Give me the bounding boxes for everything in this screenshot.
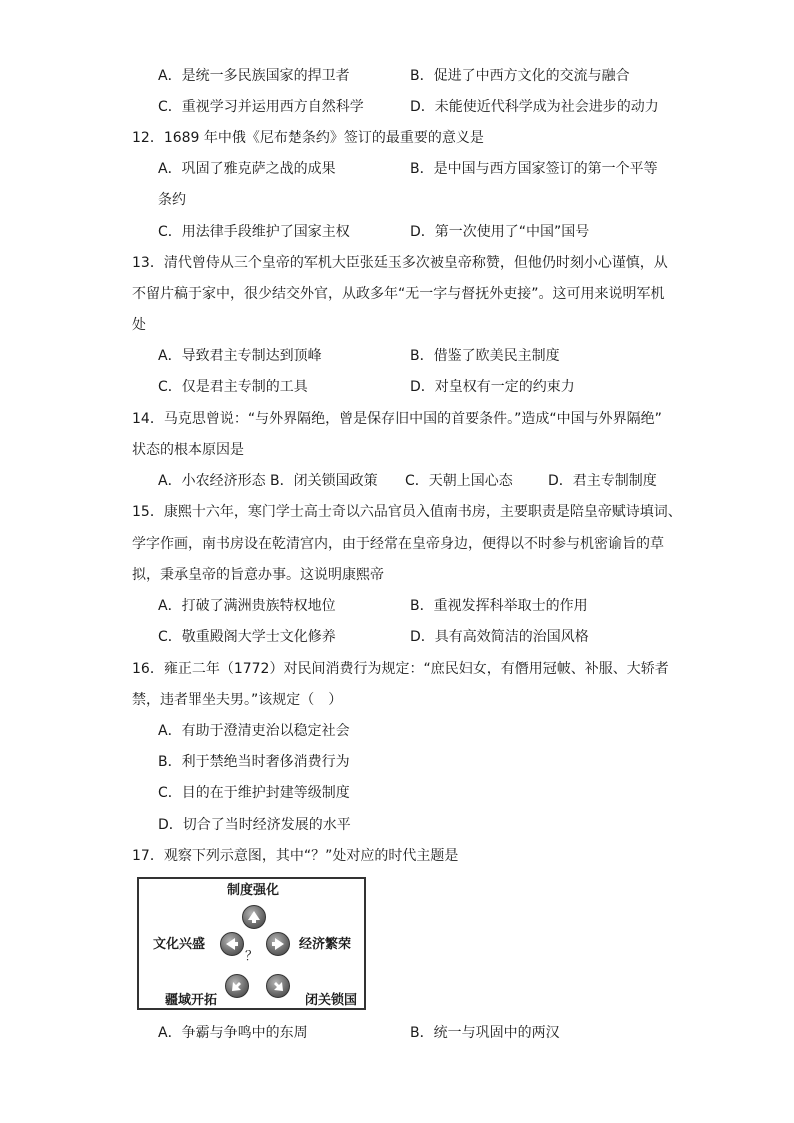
q14-option-a-b: A．小农经济形态 B．闭关锁国政策 (158, 473, 378, 489)
arrow-right-circle-icon (266, 932, 290, 956)
diagram-label-bottom-left: 疆域开拓 (165, 993, 218, 1008)
q13-option-d: D．对皇权有一定的约束力 (410, 379, 575, 395)
q12-stem: 12．1689 年中俄《尼布楚条约》签订的最重要的意义是 (132, 130, 484, 146)
diagram-label-left: 文化兴盛 (153, 937, 206, 952)
q16-stem-line1: 16．雍正二年（1772）对民间消费行为规定：“庶民妇女，有僭用冠帔、补服、大轿者 (132, 661, 669, 677)
q12-option-c: C．用法律手段维护了国家主权 (158, 224, 350, 240)
q15-stem-line1: 15．康熙十六年，寒门学士高士奇以六品官员入值南书房，主要职责是陪皇帝赋诗填词、 (132, 504, 682, 520)
q15-option-d: D．具有高效简洁的治国风格 (410, 629, 589, 645)
q11-option-c: C．重视学习并运用西方自然科学 (158, 99, 364, 115)
q14-stem-line1: 14．马克思曾说：“与外界隔绝，曾是保存旧中国的首要条件。”造成“中国与外界隔绝” (132, 411, 662, 427)
q14-stem-line2: 状态的根本原因是 (132, 442, 244, 458)
q16-option-b: B．利于禁绝当时奢侈消费行为 (158, 754, 350, 770)
q15-stem-line2: 学字作画，南书房设在乾清宫内，由于经常在皇帝身边，便得以不时参与机密谕旨的草 (132, 536, 664, 552)
q15-option-b: B．重视发挥科举取士的作用 (410, 598, 588, 614)
q13-stem-line3: 处 (132, 317, 146, 333)
diagram-label-right: 经济繁荣 (299, 937, 352, 952)
q17-option-a: A．争霸与争鸣中的东周 (158, 1025, 308, 1041)
q15-stem-line3: 拟，秉承皇帝的旨意办事。这说明康熙帝 (132, 567, 384, 583)
q13-option-b: B．借鉴了欧美民主制度 (410, 348, 560, 364)
q16-option-d: D．切合了当时经济发展的水平 (158, 817, 351, 833)
q13-stem-line2: 不留片稿于家中，很少结交外官，从政多年“无一字与督抚外吏接”。这可用来说明军机 (132, 286, 665, 302)
arrow-down-right-circle-icon (266, 974, 290, 998)
q16-option-c: C．目的在于维护封建等级制度 (158, 785, 350, 801)
diagram-center-question-mark: ？ (245, 949, 259, 964)
q15-option-a: A．打破了满洲贵族特权地位 (158, 598, 336, 614)
q11-option-d: D．未能使近代科学成为社会进步的动力 (410, 99, 659, 115)
q12-option-b: B．是中国与西方国家签订的第一个平等 (410, 161, 658, 177)
q12-option-b-continuation: 条约 (158, 192, 186, 208)
q13-option-a: A．导致君主专制达到顶峰 (158, 348, 322, 364)
q12-option-a: A．巩固了雅克萨之战的成果 (158, 161, 336, 177)
arrow-down-left-circle-icon (225, 974, 249, 998)
era-theme-diagram (137, 877, 366, 1010)
q14-option-d: D．君主专制制度 (548, 473, 657, 489)
q13-stem-line1: 13．清代曾侍从三个皇帝的军机大臣张廷玉多次被皇帝称赞，但他仍时刻小心谨慎，从 (132, 255, 668, 271)
diagram-label-top: 制度强化 (227, 883, 280, 898)
q16-option-a: A．有助于澄清吏治以稳定社会 (158, 723, 350, 739)
q13-option-c: C．仅是君主专制的工具 (158, 379, 308, 395)
arrow-up-circle-icon (242, 905, 266, 929)
q16-stem-line2: 禁，违者罪坐夫男。”该规定（ ） (132, 692, 343, 708)
arrow-left-circle-icon (220, 932, 244, 956)
q15-option-c: C．敬重殿阁大学士文化修养 (158, 629, 336, 645)
q11-option-a: A．是统一多民族国家的捍卫者 (158, 68, 350, 84)
diagram-label-bottom-right: 闭关锁国 (305, 993, 358, 1008)
q12-option-d: D．第一次使用了“中国”国号 (410, 224, 590, 240)
q14-option-c: C．天朝上国心态 (405, 473, 513, 489)
q11-option-b: B．促进了中西方文化的交流与融合 (410, 68, 630, 84)
q17-stem: 17．观察下列示意图，其中“？”处对应的时代主题是 (132, 848, 459, 864)
q17-option-b: B．统一与巩固中的两汉 (410, 1025, 560, 1041)
